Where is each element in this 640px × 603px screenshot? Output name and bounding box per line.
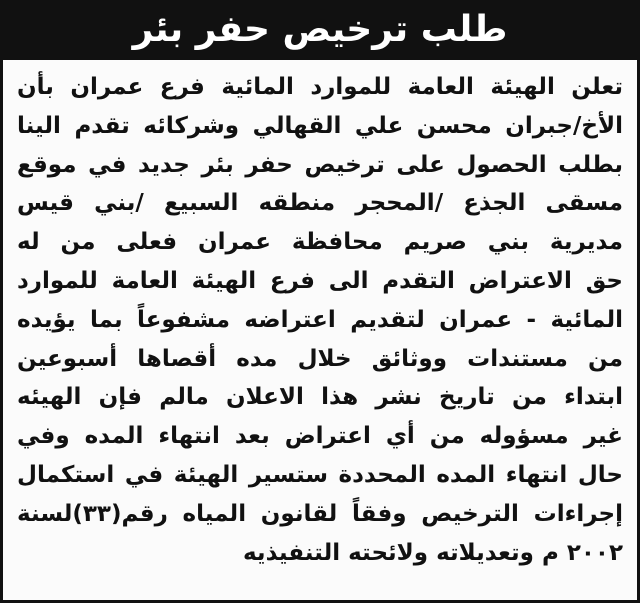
notice-line: الأخ/جبران محسن علي القهالي وشركائه تقدم الينا xyxy=(17,112,623,139)
notice-line: مديرية بني صريم محافظة عمران فعلى من له xyxy=(17,229,623,256)
notice-line: غير مسؤوله من أي اعتراض بعد انتهاء المده وفي xyxy=(17,423,623,450)
notice-line: تعلن الهيئة العامة للموارد المائية فرع عمران بأن xyxy=(17,74,623,100)
notice-line-last: ٢٠٠٢ م وتعديلاته ولائحته التنفيذيه xyxy=(242,539,623,566)
notice-line: حق الاعتراض التقدم الى فرع الهيئة العامة للموارد xyxy=(17,267,623,294)
notice-line: المائية - عمران لتقديم اعتراضه مشفوعاً بما يؤيده xyxy=(17,306,623,333)
title-bar xyxy=(3,0,637,60)
notice-title: طلب ترخيص حفر بئر xyxy=(132,9,508,50)
notice-line: ابتداء من تاريخ نشر هذا الاعلان مالم فإن الهيئه xyxy=(17,384,623,411)
notice-line: إجراءات الترخيص وفقاً لقانون المياه رقم(٣٣)لسنة xyxy=(17,500,623,527)
notice-line: حال انتهاء المده المحددة ستسير الهيئة في استكمال xyxy=(17,461,623,488)
notice-body xyxy=(3,60,637,572)
notice-line: بطلب الحصول على ترخيص حفر بئر جديد في موقع xyxy=(17,151,623,178)
notice-line: من مستندات ووثائق خلال مده أقصاها أسبوعين xyxy=(17,345,623,372)
notice-line: مسقى الجذع /المحجر منطقه السبيع /بني قيس xyxy=(17,190,623,217)
